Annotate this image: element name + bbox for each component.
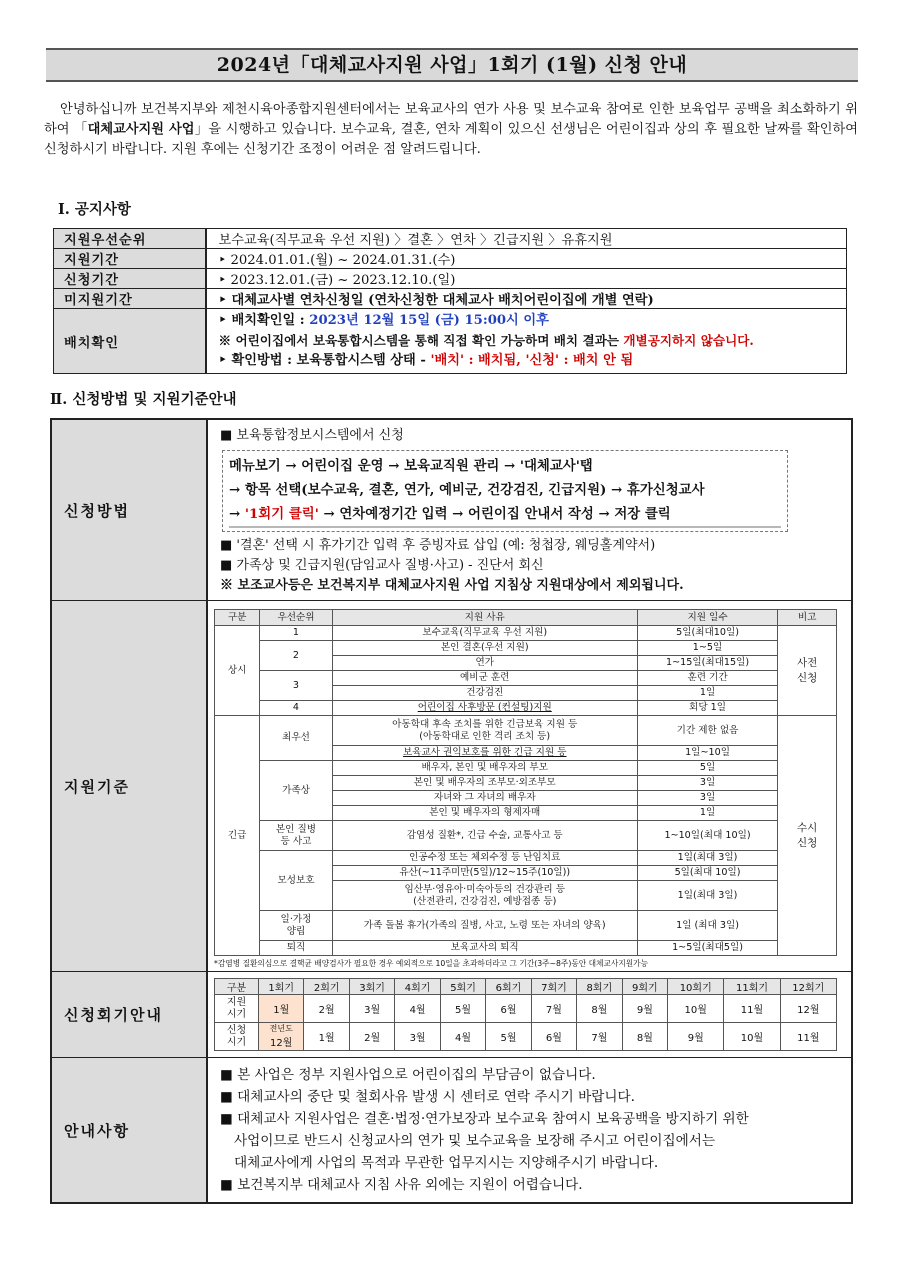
apply-line: ■ 보육통합정보시스템에서 신청 (220, 428, 404, 443)
menu-path-box: 메뉴보기 → 어린이집 운영 → 보육교직원 관리 → '대체교사'탭 → 항목 선택(보수교육, 결혼, 연가, 예비군, 건강검진, 긴급지원) → 휴가신청교사 → '1회기 클릭' → 연차예정기간 입력 → 어린이집 안내서 작성 → 저장 클릭 (222, 450, 788, 532)
notice-label: 미지원기간 (54, 289, 206, 309)
notice-row (54, 229, 847, 249)
notice-value: ‣ 배치확인일 : 2023년 12월 15일 (금) 15:00시 이후 ※ 어린이집에서 보육통합시스템을 통해 직접 확인 가능하며 배치 결과는 개별공지하지 않습니다. ‣ 확인방법 : 보육통합시스템 상태 - '배치' : 배치됨, '신청' : 배치 안 됨 (206, 309, 847, 374)
notice-value: ‣ 2024.01.01.(월) ~ 2024.01.31.(수) (206, 249, 847, 269)
notice-row (54, 289, 847, 309)
rounds-content (207, 972, 852, 1058)
table-row: 2 본인 결혼(우선 지원) 1~5일 (215, 641, 837, 656)
notice-label: 신청기간 (54, 269, 206, 289)
criteria-content (207, 601, 852, 972)
rounds-header: 구분 1회기 2회기 3회기 4회기 5회기 6회기 7회기 8회기 9회기 10회기 11회기 12회기 (215, 979, 837, 995)
criteria-table (214, 609, 837, 956)
table-row: 모성보호 인공수정 또는 체외수정 등 난임치료 1일(최대 3일) (215, 851, 837, 866)
table-row: 본인 질병 등 사고 감염성 질환*, 긴급 수술, 교통사고 등 1~10일(최대 10일) (215, 821, 837, 851)
guide-label: 안내사항 (51, 1058, 207, 1204)
notice-value: ‣ 2023.12.01.(금) ~ 2023.12.10.(일) (206, 269, 847, 289)
table-row: 4 어린이집 사후방문 (컨설팅)지원 회당 1일 (215, 701, 837, 716)
criteria-footnote: *감염병 질환의심으로 결핵균 배양검사가 필요한 경우 예외적으로 10일을 초과하더라고 그 기간(3주~8주)동안 대체교사지원가능 (214, 959, 649, 968)
intro-paragraph: 안녕하십니까 보건복지부와 제천시육아종합지원센터에서는 보육교사의 연가 사용 및 보수교육 참여로 인한 보육업무 공백을 최소화하기 위하여 「대체교사지원 사업」을 시행하고 있습니다. 보수교육, 결혼, 연차 계획이 있으신 선생님은 어린이집과 상의 후 필요한 날짜를 확인하여 신청하시기 바랍니다. 지원 후에는 신청기간 조정이 어려운 점 알려드립니다. (44, 102, 858, 157)
notice-row (54, 269, 847, 289)
notice-label: 지원기간 (54, 249, 206, 269)
rounds-row (51, 972, 852, 1058)
criteria-label: 지원기준 (51, 601, 207, 972)
table-row: 임산부·영유아·미숙아등의 건강관리 등 (산전관리, 건강검진, 예방접종 등) 1일(최대 3일) (215, 881, 837, 911)
section2-heading: Ⅱ. 신청방법 및 지원기준안내 (50, 391, 237, 408)
criteria-row (51, 601, 852, 972)
notice-value: 보수교육(직무교육 우선 지원) 〉결혼 〉연차 〉긴급지원 〉유휴지원 (206, 229, 847, 249)
apply-note: ※ 보조교사등은 보건복지부 대체교사지원 사업 지침상 지원대상에서 제외됩니다. (220, 578, 684, 593)
guide-content: ■ 본 사업은 정부 지원사업으로 어린이집의 부담금이 없습니다. ■ 대체교사의 중단 및 철회사유 발생 시 센터로 연락 주시기 바랍니다. ■ 대체교사 지원사업은 결혼·법정·연가보장과 보수교육 참여시 보육공백을 방지하기 위한 사업이므로 반드시 신청교사의 연가 및 보수교육을 보장해 주시고 어린이집에서는 대체교사에게 사업의 목적과 무관한 업무지시는 지양해주시기 바랍니다. ■ 보건복지부 대체교사 지침 사유 외에는 지원이 어렵습니다. (207, 1058, 852, 1204)
table-row: 가족상 배우자, 본인 및 배우자의 부모 5일 (215, 761, 837, 776)
table-row: 긴급 최우선 아동학대 후속 조치를 위한 긴급보육 지원 등 (아동학대로 인한 격리 조치 등) 기간 제한 없음 수시 신청 (215, 716, 837, 746)
table-row: 상시 1 보수교육(직무교육 우선 지원) 5일(최대10일) 사전 신청 (215, 626, 837, 641)
apply-note: ■ '결혼' 선택 시 휴가기간 입력 후 증빙자료 삽입 (예: 청첩장, 웨딩홀계약서) (220, 538, 656, 553)
table-row: 자녀와 그 자녀의 배우자 3일 (215, 791, 837, 806)
table-row: 연가 1~15일(최대15일) (215, 656, 837, 671)
table-row: 3 예비군 훈련 훈련 기간 (215, 671, 837, 686)
notice-label: 지원우선순위 (54, 229, 206, 249)
rounds-table (214, 978, 837, 1051)
notice-label: 배치확인 (54, 309, 206, 374)
table-row: 건강검진 1일 (215, 686, 837, 701)
apply-period-row: 신청 시기 전년도 12월 1월 2월 3월 4월 5월 6월 7월 8월 9월 10월 11월 (215, 1023, 837, 1051)
page-title: 2024년「대체교사지원 사업」1회기 (1월) 신청 안내 (46, 48, 858, 82)
table-row: 본인 및 배우자의 형제자매 1일 (215, 806, 837, 821)
support-period-row: 지원 시기 1월 2월 3월 4월 5월 6월 7월 8월 9월 10월 11월 12월 (215, 995, 837, 1023)
table-row: 퇴직 보육교사의 퇴직 1~5일(최대5일) (215, 941, 837, 956)
notice-row-placement (54, 309, 847, 374)
apply-row (51, 419, 852, 601)
guide-row (51, 1058, 852, 1204)
table-row: 본인 및 배우자의 조부모·외조부모 3일 (215, 776, 837, 791)
apply-content (207, 419, 852, 601)
notice-value: ‣ 대체교사별 연차신청일 (연차신청한 대체교사 배치어린이집에 개별 연락) (206, 289, 847, 309)
section1-heading: Ⅰ. 공지사항 (58, 201, 131, 218)
table-row: 일·가정 양립 가족 돌봄 휴가(가족의 질병, 사고, 노령 또는 자녀의 양육) 1일 (최대 3일) (215, 911, 837, 941)
apply-note: ■ 가족상 및 긴급지원(담임교사 질병·사고) - 진단서 회신 (220, 558, 544, 573)
application-table (50, 418, 853, 1204)
criteria-header: 구분 우선순위 지원 사유 지원 일수 비고 (215, 610, 837, 626)
apply-label: 신청방법 (51, 419, 207, 601)
rounds-label: 신청회기안내 (51, 972, 207, 1058)
table-row: 유산(~11주미만(5일)/12~15주(10일)) 5일(최대 10일) (215, 866, 837, 881)
notice-row (54, 249, 847, 269)
table-row: 보육교사 권익보호를 위한 긴급 지원 등 1일~10일 (215, 746, 837, 761)
notice-table (53, 228, 847, 374)
